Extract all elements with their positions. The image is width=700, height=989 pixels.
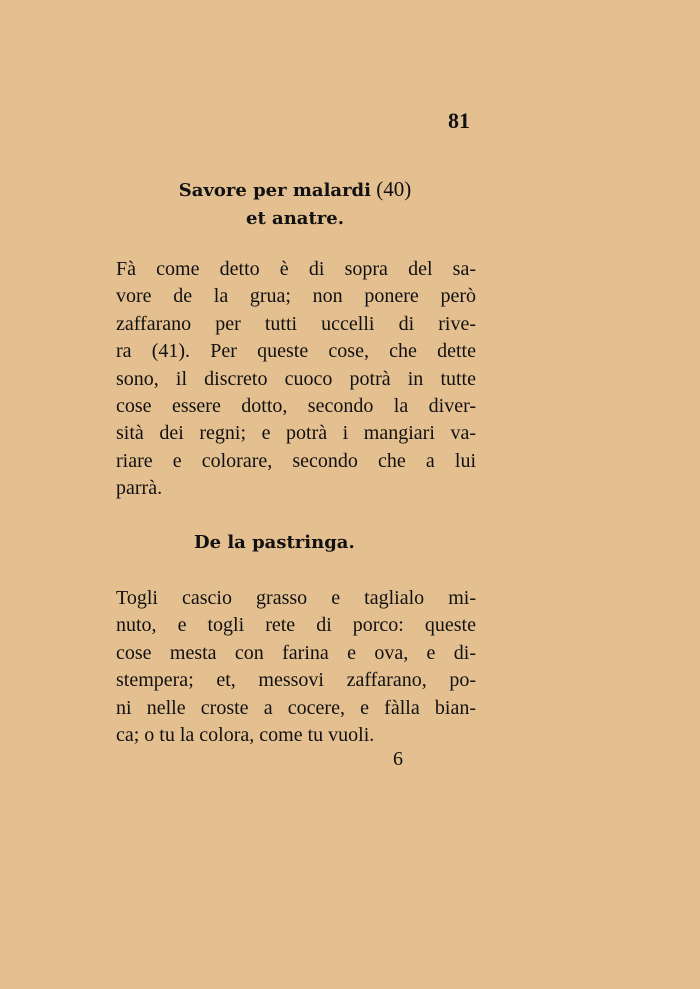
- section-1-title-line2: et anatre.: [246, 208, 344, 229]
- section-1-footnote-ref: (40): [376, 177, 412, 201]
- paragraph-line: nuto, e togli rete di porco: queste: [116, 614, 476, 637]
- paragraph-line: zaffarano per tutti uccelli di rive-: [116, 312, 476, 335]
- gathering-signature: 6: [393, 748, 403, 770]
- section-1-title-bold: Savore per malardi: [178, 180, 371, 201]
- paragraph-line: ca; o tu la colora, come tu vuoli.: [116, 724, 375, 747]
- page-number: 81: [448, 108, 470, 133]
- paragraph-line: ni nelle croste a cocere, e fàlla bian-: [116, 696, 476, 719]
- section-2-paragraph: [116, 585, 476, 749]
- paragraph-line: stempera; et, messovi zaffarano, po-: [116, 669, 476, 692]
- paragraph-line: ra (41). Per queste cose, che dette: [116, 340, 476, 363]
- paragraph-line: riare e colorare, secondo che a lui: [116, 449, 476, 472]
- section-1-paragraph: [116, 256, 476, 503]
- paragraph-line: sità dei regni; e potrà i mangiari va-: [116, 422, 476, 445]
- paragraph-line: vore de la grua; non ponere però: [116, 285, 476, 308]
- section-1-title: [140, 176, 450, 232]
- paragraph-line: cose mesta con farina e ova, e di-: [116, 641, 476, 664]
- paragraph-line: cose essere dotto, secondo la diver-: [116, 395, 476, 418]
- paragraph-line: Fà come detto è di sopra del sa-: [116, 258, 476, 280]
- paragraph-line: Togli cascio grasso e taglialo mi-: [116, 587, 476, 609]
- paragraph-line: parrà.: [116, 477, 163, 500]
- paragraph-line: sono, il discreto cuoco potrà in tutte: [116, 367, 476, 390]
- section-2-title: De la pastringa.: [194, 532, 355, 553]
